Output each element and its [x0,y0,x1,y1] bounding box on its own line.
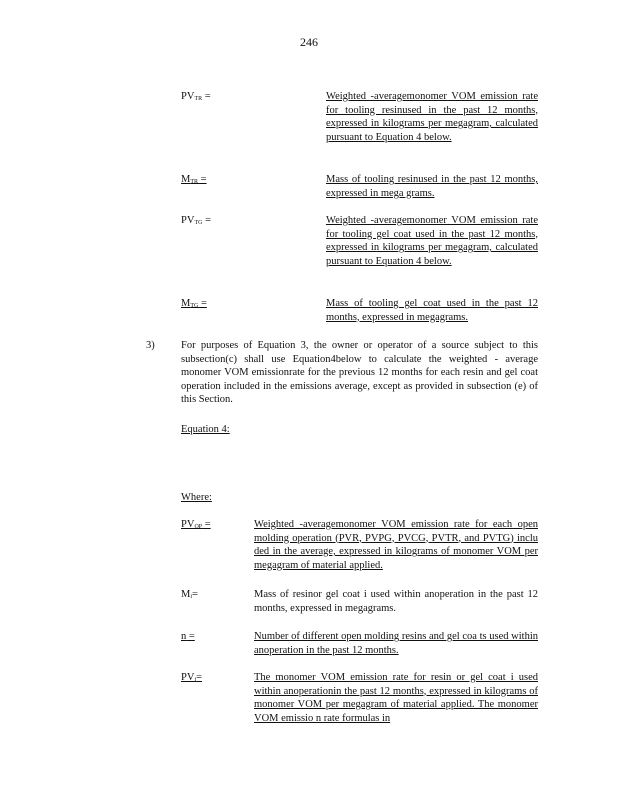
definition-m-tr: Mass of tooling resinused in the past 12 months, expressed in mega grams. [326,174,538,199]
term-pv-tg: $PV_{TG}$ = [181,215,211,226]
definition-pv-tg: Weighted -averagemonomer VOM emission rate for tooling gel coat used in the past 12 months, expressed in kilograms per megagram, calculated pursuant to Equation 4 below. [326,215,538,267]
definition-m-tg: Mass of tooling gel coat used in the past 12 months, expressed in megagrams. [326,298,538,323]
term-pv-tr: $PV_{TR}$ = [181,91,211,102]
term-pv-i: $PV_i=$ [181,672,203,683]
term-n: n = [181,631,195,642]
term-m-tr: $M_{TR}$ = [181,174,207,185]
definition-pv-op: Weighted -averagemonomer VOM emission rate for each open molding operation (PVR, PVPG, PVCG, PVTR, and PVTG) inclu ded in the average, expressed in kilograms of monomer VOM per megagram of material applied. [254,519,538,571]
term-m-i: $M_i=$ [181,589,198,600]
definition-m-i: Mass of resinor gel coat i used within anoperation in the past 12 months, expressed in megagrams. [254,589,538,614]
equation-4-label: Equation 4: [181,424,230,435]
where-label: Where: [181,492,212,503]
definition-pv-tr: Weighted -averagemonomer VOM emission rate for tooling resinused in the past 12 months, expressed in kilograms per megagram, calculated pursuant to Equation 4 below. [326,91,538,143]
item-number: 3) [146,340,155,351]
definition-pv-i: The monomer VOM emission rate for resin or gel coat i used within anoperationin the past 12 months, expressed in kilograms of monomer VOM per megagram of material applied. The monomer VOM emissio n rate formulas in [254,672,538,724]
definition-n: Number of different open molding resins and gel coa ts used within anoperation in the past 12 months. [254,631,538,656]
item-3-paragraph: For purposes of Equation 3, the owner or operator of a source subject to this subsection(c) shall use Equation4below to calculate the weighted - average monomer VOM emissionrate for the previous 12 months for each resin and gel coat operation included in the emissions average, except as provided in subsection (e) of this Section. [181,340,538,405]
term-pv-op: $PV_{OP}$ = [181,519,211,530]
page-number: 246 [300,35,318,49]
term-m-tg: $M_{TG}$ = [181,298,207,309]
